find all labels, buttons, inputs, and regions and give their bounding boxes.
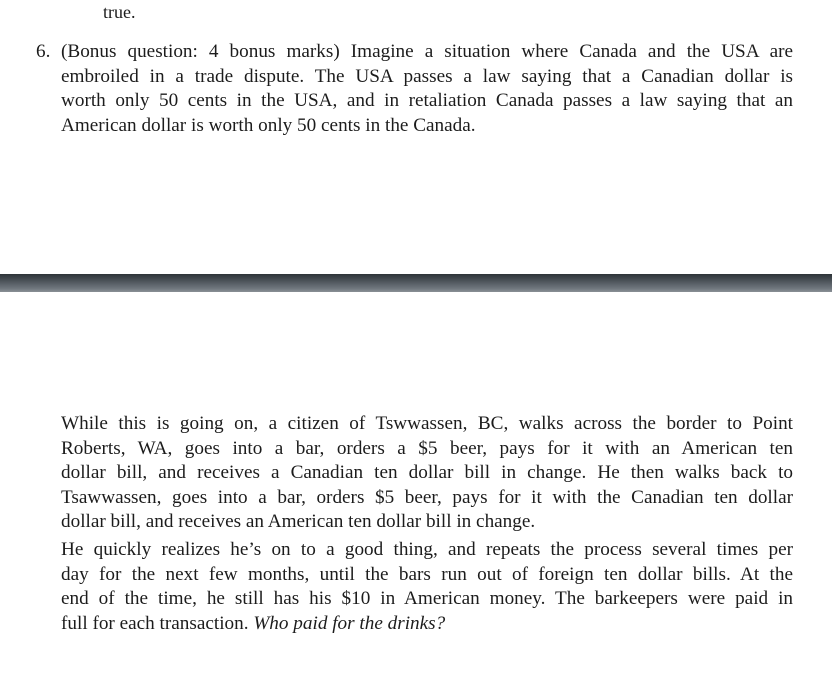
transaction-text: full for each transaction. (61, 612, 249, 634)
page-separator (0, 274, 832, 292)
question-line: (Bonus question: 4 bonus marks) Imagine a situation where Canada and the USA are (61, 41, 793, 62)
scenario-paragraph (61, 412, 793, 535)
question-6-body (61, 40, 793, 138)
paragraph-line: While this is going on, a citizen of Tswwassen, BC, walks across the border to Point (61, 413, 793, 434)
question-paragraph (61, 538, 793, 636)
question-line: embroiled in a trade dispute. The USA passes a law saying that a Canadian dollar is (61, 65, 793, 87)
final-question: Who paid for the drinks? (253, 612, 446, 634)
paragraph-line: Tsawwassen, goes into a bar, orders $5 beer, pays for it with the Canadian ten dollar (61, 486, 793, 508)
paragraph-line: end of the time, he still has his $10 in American money. The barkeepers were paid in (61, 588, 793, 610)
question-line: American dollar is worth only 50 cents in the Canada. (61, 114, 476, 136)
paragraph-line: Roberts, WA, goes into a bar, orders a $5 beer, pays for it with an American ten (61, 437, 793, 459)
document-page-bottom (0, 292, 832, 689)
question-line: worth only 50 cents in the USA, and in retaliation Canada passes a law saying that an (61, 90, 793, 112)
paragraph-line: He quickly realizes he’s on to a good thing, and repeats the process several times per (61, 539, 793, 560)
previous-question-text: true. (103, 2, 136, 22)
paragraph-line: day for the next few months, until the bars run out of foreign ten dollar bills. At the (61, 563, 793, 585)
question-number: 6. (36, 41, 51, 62)
paragraph-line: dollar bill, and receives an American ten dollar bill in change. (61, 511, 536, 533)
document-page-top (0, 0, 832, 274)
paragraph-line: dollar bill, and receives a Canadian ten dollar bill in change. He then walks back to (61, 462, 793, 484)
paragraph-last-line (61, 612, 793, 637)
